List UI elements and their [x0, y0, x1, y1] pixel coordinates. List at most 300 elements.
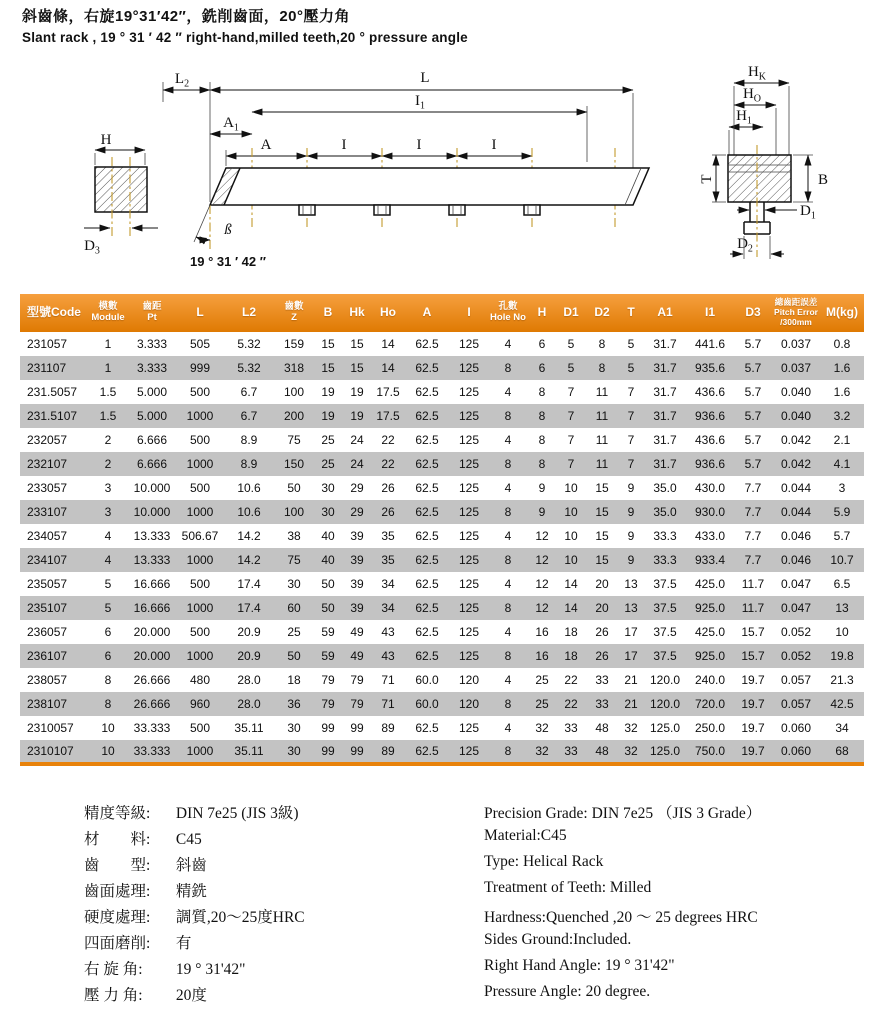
cell-h: 32 [535, 744, 549, 758]
cell-module: 8 [104, 697, 112, 711]
cell-ho: 22 [381, 457, 395, 471]
cell-d2: 11 [595, 385, 609, 399]
cell-a: 62.5 [415, 385, 439, 399]
cell-i: 125 [458, 553, 480, 567]
cell-t: 7 [627, 457, 635, 471]
table-row [20, 332, 864, 356]
cell-a1: 125.0 [649, 744, 681, 758]
cell-pitch-error: 0.060 [780, 721, 812, 735]
cell-d3: 5.7 [744, 409, 762, 423]
cell-d3: 15.7 [741, 625, 765, 639]
cell-hk: 49 [350, 625, 364, 639]
cell-z: 50 [287, 481, 301, 495]
cell-pt: 5.000 [136, 409, 168, 423]
cell-d2: 15 [595, 529, 609, 543]
cell-module: 5 [104, 577, 112, 591]
cell-m-kg: 42.5 [830, 697, 854, 711]
cell-hole-no: 4 [504, 673, 512, 687]
cell-pitch-error: 0.046 [780, 529, 812, 543]
cell-d2: 11 [595, 409, 609, 423]
col-header-i: I [450, 294, 488, 332]
cell-pt: 10.000 [133, 481, 171, 495]
cell-l2: 5.32 [237, 337, 261, 351]
table-row [20, 500, 864, 524]
col-header-i1: I1 [686, 294, 734, 332]
cell-hk: 79 [350, 697, 364, 711]
cell-d2: 26 [595, 625, 609, 639]
col-header-d2: D2 [586, 294, 618, 332]
cell-i: 120 [458, 673, 480, 687]
cell-z: 75 [287, 433, 301, 447]
cell-d2: 8 [598, 337, 606, 351]
cell-i: 125 [458, 721, 480, 735]
cell-hole-no: 8 [504, 457, 512, 471]
cell-t: 7 [627, 433, 635, 447]
cell-m-kg: 68 [835, 744, 849, 758]
spec-label: 材 料: [84, 831, 151, 848]
cell-pitch-error: 0.060 [780, 744, 812, 758]
cell-hk: 39 [350, 529, 364, 543]
cell-b: 50 [321, 601, 335, 615]
cell-h: 12 [535, 553, 549, 567]
cell-l: 500 [189, 433, 211, 447]
cell-d1: 18 [564, 649, 578, 663]
cell-z: 75 [287, 553, 301, 567]
cell-z: 50 [287, 649, 301, 663]
cell-pitch-error: 0.052 [780, 649, 812, 663]
table-row [20, 572, 864, 596]
cell-code: 232057 [27, 433, 68, 447]
cell-module: 6 [104, 625, 112, 639]
specs-zh-column [84, 801, 476, 1009]
cell-d1: 22 [564, 673, 578, 687]
cell-code: 238107 [27, 697, 68, 711]
cell-a1: 35.0 [653, 481, 677, 495]
cell-a: 62.5 [415, 481, 439, 495]
cell-d2: 15 [595, 553, 609, 567]
col-header-ho: Ho [372, 294, 404, 332]
spec-table [20, 294, 864, 766]
cell-m-kg: 10 [835, 625, 849, 639]
cell-hk: 99 [350, 744, 364, 758]
spec-line-zh [84, 879, 476, 905]
cell-m-kg: 3.2 [833, 409, 851, 423]
rack-side-view [163, 70, 649, 269]
col-header-h: H [528, 294, 556, 332]
technical-drawings [0, 52, 884, 290]
dim-label-D2: $D_2$ [737, 236, 753, 255]
cell-d2: 11 [595, 433, 609, 447]
cell-z: 30 [287, 577, 301, 591]
cell-z: 60 [287, 601, 301, 615]
cell-b: 30 [321, 481, 335, 495]
cell-pt: 20.000 [133, 649, 171, 663]
cell-i1: 425.0 [694, 625, 726, 639]
cell-b: 40 [321, 553, 335, 567]
cell-a: 62.5 [415, 649, 439, 663]
cell-pt: 20.000 [133, 625, 171, 639]
cell-module: 1 [104, 337, 112, 351]
page-title-en: Slant rack , 19 ° 31 ′ 42 ″ right-hand,milled teeth,20 ° pressure angle [22, 30, 468, 45]
cell-hole-no: 4 [504, 385, 512, 399]
cell-d3: 7.7 [744, 553, 762, 567]
dim-label-D1: $D_1$ [800, 203, 816, 222]
cell-hk: 24 [350, 457, 364, 471]
cell-i: 125 [458, 481, 480, 495]
cell-a: 62.5 [415, 433, 439, 447]
cell-l: 500 [189, 481, 211, 495]
cell-hole-no: 4 [504, 625, 512, 639]
cell-ho: 43 [381, 649, 395, 663]
cell-module: 5 [104, 601, 112, 615]
cell-h: 6 [538, 337, 546, 351]
cell-l: 500 [189, 577, 211, 591]
cell-h: 12 [535, 601, 549, 615]
cell-a: 62.5 [415, 361, 439, 375]
dim-label-B: B [818, 172, 829, 188]
cell-module: 10 [101, 744, 115, 758]
spec-label: 齒 型: [84, 857, 151, 874]
dim-label-H1: $H_1$ [736, 108, 752, 127]
dim-label-I-3: I [491, 137, 497, 153]
cell-pt: 26.666 [133, 697, 171, 711]
col-header-hk: Hk [342, 294, 372, 332]
cell-i: 125 [458, 625, 480, 639]
cell-a1: 31.7 [653, 361, 677, 375]
col-header-code: 型號Code [20, 294, 88, 332]
cell-a1: 31.7 [653, 337, 677, 351]
cell-pitch-error: 0.037 [780, 361, 812, 375]
cell-ho: 17.5 [376, 385, 400, 399]
cell-h: 8 [538, 409, 546, 423]
table-row [20, 668, 864, 692]
cell-hk: 24 [350, 433, 364, 447]
cell-t: 9 [627, 529, 635, 543]
cell-a1: 35.0 [653, 505, 677, 519]
cell-i: 125 [458, 409, 480, 423]
cell-d2: 20 [595, 601, 609, 615]
cell-l2: 6.7 [240, 385, 258, 399]
dim-label-D3: $D_3$ [84, 238, 100, 257]
cell-hole-no: 8 [504, 744, 512, 758]
cell-m-kg: 5.9 [833, 505, 851, 519]
cell-i1: 436.6 [694, 385, 726, 399]
cell-code: 231.5107 [27, 409, 78, 423]
cell-d1: 5 [567, 337, 575, 351]
cell-code: 231107 [27, 361, 67, 375]
dim-label-A1: $A_1$ [223, 115, 239, 134]
col-header-z: 齒數 Z [274, 294, 314, 332]
cell-z: 30 [287, 744, 301, 758]
cell-l2: 20.9 [237, 649, 261, 663]
cell-pt: 16.666 [133, 577, 171, 591]
cell-pt: 5.000 [136, 385, 168, 399]
cell-a1: 120.0 [649, 697, 681, 711]
cell-h: 12 [535, 577, 549, 591]
cell-pt: 6.666 [136, 433, 168, 447]
cell-d3: 19.7 [741, 721, 765, 735]
spec-label: 壓 力 角: [84, 987, 143, 1004]
cell-h: 25 [535, 697, 549, 711]
cell-a: 62.5 [415, 553, 439, 567]
col-header-d1: D1 [556, 294, 586, 332]
col-header-l2: L2 [224, 294, 274, 332]
cell-pt: 13.333 [133, 553, 171, 567]
table-row [20, 356, 864, 380]
spec-line-en: Pressure Angle: 20 degree. [484, 983, 651, 1000]
spec-line-en: Hardness:Quenched ,20 ～ 25 degrees HRC [484, 909, 758, 926]
cell-hole-no: 4 [504, 481, 512, 495]
dim-label-HO: $H_O$ [742, 86, 762, 105]
cell-a: 62.5 [415, 409, 439, 423]
cell-i1: 425.0 [694, 577, 726, 591]
cell-d1: 33 [564, 721, 578, 735]
cell-i1: 936.6 [694, 457, 726, 471]
cell-i: 125 [458, 457, 480, 471]
dim-label-beta: ß [224, 222, 232, 238]
cell-module: 2 [104, 457, 112, 471]
cell-pt: 33.333 [133, 744, 171, 758]
cell-hk: 49 [350, 649, 364, 663]
drawings-svg [0, 52, 884, 290]
cell-a1: 37.5 [653, 649, 677, 663]
cell-code: 236107 [27, 649, 68, 663]
cell-pt: 3.333 [136, 361, 168, 375]
col-header-hole-no: 孔數 Hole No [488, 294, 528, 332]
cell-d3: 5.7 [744, 385, 762, 399]
cell-b: 59 [321, 649, 335, 663]
spec-value: 20度 [172, 987, 207, 1004]
cell-l: 1000 [186, 409, 214, 423]
table-row [20, 596, 864, 620]
cell-d1: 14 [564, 601, 578, 615]
cell-l2: 10.6 [237, 505, 261, 519]
col-header-l: L [176, 294, 224, 332]
table-row [20, 452, 864, 476]
cell-a1: 37.5 [653, 601, 677, 615]
cell-ho: 26 [381, 505, 395, 519]
spec-line-zh [84, 983, 476, 1009]
cell-i1: 935.6 [694, 361, 726, 375]
cell-b: 30 [321, 505, 335, 519]
cell-ho: 14 [381, 337, 395, 351]
cell-pitch-error: 0.046 [780, 553, 812, 567]
cell-d3: 7.7 [744, 529, 762, 543]
cell-module: 6 [104, 649, 112, 663]
cell-i1: 933.4 [694, 553, 726, 567]
cell-t: 9 [627, 481, 635, 495]
cell-t: 5 [627, 361, 635, 375]
cell-a1: 33.3 [653, 553, 677, 567]
cell-h: 12 [535, 529, 549, 543]
cell-d3: 5.7 [744, 433, 762, 447]
cell-m-kg: 6.5 [833, 577, 851, 591]
cell-m-kg: 0.8 [833, 337, 851, 351]
cell-pt: 13.333 [133, 529, 171, 543]
cell-a1: 120.0 [649, 673, 681, 687]
spec-line-zh [84, 905, 476, 931]
cell-b: 19 [321, 385, 335, 399]
cell-t: 13 [624, 601, 638, 615]
cell-d2: 33 [595, 673, 609, 687]
cell-hk: 39 [350, 577, 364, 591]
cell-l: 505 [189, 337, 211, 351]
cell-code: 235057 [27, 577, 68, 591]
cell-i1: 433.0 [694, 529, 726, 543]
cell-hole-no: 8 [504, 649, 512, 663]
cell-m-kg: 10.7 [830, 553, 854, 567]
spec-value: 斜齒 [172, 857, 207, 874]
cell-module: 3 [104, 481, 112, 495]
cell-z: 30 [287, 721, 301, 735]
cell-m-kg: 19.8 [830, 649, 854, 663]
cell-l2: 8.9 [240, 433, 258, 447]
end-section-left-view [84, 132, 158, 257]
cell-l: 1000 [186, 553, 214, 567]
cell-l: 1000 [186, 744, 214, 758]
cell-d3: 15.7 [741, 649, 765, 663]
cell-module: 4 [104, 529, 112, 543]
cell-a: 62.5 [415, 744, 439, 758]
col-header-pt: 齒距 Pt [128, 294, 176, 332]
spec-value: 有 [172, 935, 192, 952]
cell-h: 16 [535, 625, 549, 639]
cell-l: 1000 [186, 505, 214, 519]
cell-d3: 11.7 [741, 577, 765, 591]
cell-l: 480 [189, 673, 211, 687]
spec-line-en: Material:C45 [484, 827, 567, 844]
cell-a1: 31.7 [653, 457, 677, 471]
table-row [20, 620, 864, 644]
table-row [20, 644, 864, 668]
cell-l: 500 [189, 721, 211, 735]
cell-t: 17 [624, 649, 638, 663]
cell-d1: 18 [564, 625, 578, 639]
col-header-module: 模數 Module [88, 294, 128, 332]
cell-b: 79 [321, 673, 335, 687]
cell-hole-no: 4 [504, 529, 512, 543]
cell-code: 231057 [27, 337, 68, 351]
cell-d2: 15 [595, 505, 609, 519]
cell-h: 8 [538, 433, 546, 447]
cell-l2: 17.4 [237, 577, 261, 591]
cell-t: 21 [624, 673, 638, 687]
cell-code: 232107 [27, 457, 68, 471]
page-header [22, 5, 468, 45]
spec-label: 精度等級: [84, 805, 151, 822]
end-section-right-view [699, 64, 828, 259]
cell-a: 62.5 [415, 529, 439, 543]
dim-label-T: T [699, 174, 715, 184]
cell-ho: 17.5 [376, 409, 400, 423]
table-row [20, 404, 864, 428]
cell-t: 17 [624, 625, 638, 639]
col-header-t: T [618, 294, 644, 332]
cell-d1: 22 [564, 697, 578, 711]
cell-ho: 71 [381, 697, 395, 711]
cell-d3: 5.7 [744, 337, 762, 351]
table-row [20, 740, 864, 764]
cell-hole-no: 4 [504, 433, 512, 447]
table-row [20, 380, 864, 404]
cell-l: 500 [189, 385, 211, 399]
cell-d2: 15 [595, 481, 609, 495]
cell-b: 19 [321, 409, 335, 423]
cell-hk: 29 [350, 505, 364, 519]
cell-module: 4 [104, 553, 112, 567]
cell-h: 8 [538, 385, 546, 399]
cell-d3: 19.7 [741, 744, 765, 758]
cell-l2: 35.11 [234, 744, 264, 758]
cell-a1: 37.5 [653, 625, 677, 639]
cell-hk: 39 [350, 601, 364, 615]
cell-m-kg: 3 [838, 481, 846, 495]
cell-a: 62.5 [415, 337, 439, 351]
cell-d3: 19.7 [741, 673, 765, 687]
dim-label-I-2: I [416, 137, 422, 153]
cell-b: 59 [321, 625, 335, 639]
spec-label: 右 旋 角: [84, 961, 143, 978]
cell-hole-no: 8 [504, 361, 512, 375]
cell-d2: 48 [595, 744, 609, 758]
cell-m-kg: 1.6 [833, 361, 851, 375]
table-row [20, 428, 864, 452]
spec-value: 調質,20～25度HRC [172, 909, 305, 926]
cell-t: 7 [627, 385, 635, 399]
cell-b: 99 [321, 721, 335, 735]
cell-i: 125 [458, 577, 480, 591]
cell-h: 16 [535, 649, 549, 663]
cell-ho: 89 [381, 744, 395, 758]
cell-d3: 11.7 [741, 601, 765, 615]
cell-module: 2 [104, 433, 112, 447]
col-header-a: A [404, 294, 450, 332]
spec-line-zh [84, 801, 476, 827]
cell-ho: 14 [381, 361, 395, 375]
cell-pitch-error: 0.057 [780, 673, 812, 687]
cell-h: 32 [535, 721, 549, 735]
cell-l: 999 [189, 361, 211, 375]
cell-i1: 250.0 [694, 721, 726, 735]
cell-z: 38 [287, 529, 301, 543]
cell-d2: 48 [595, 721, 609, 735]
cell-a1: 125.0 [649, 721, 681, 735]
cell-hk: 19 [350, 385, 364, 399]
cell-h: 9 [538, 505, 546, 519]
cell-i: 125 [458, 505, 480, 519]
cell-pitch-error: 0.040 [780, 409, 812, 423]
cell-l2: 28.0 [237, 697, 261, 711]
cell-z: 25 [287, 625, 301, 639]
cell-a: 60.0 [415, 673, 439, 687]
spec-line-zh [84, 931, 476, 957]
cell-b: 15 [321, 337, 335, 351]
spec-table-header-row [20, 294, 864, 332]
cell-d1: 10 [564, 529, 578, 543]
spec-value: DIN 7e25 (JIS 3級) [172, 805, 299, 822]
cell-a1: 31.7 [653, 409, 677, 423]
cell-d1: 7 [567, 433, 575, 447]
cell-i1: 925.0 [694, 649, 726, 663]
cell-pitch-error: 0.037 [780, 337, 812, 351]
cell-b: 15 [321, 361, 335, 375]
specs-en-column [484, 801, 880, 1009]
cell-m-kg: 4.1 [833, 457, 851, 471]
cell-t: 9 [627, 505, 635, 519]
cell-hk: 39 [350, 553, 364, 567]
cell-hk: 15 [350, 361, 364, 375]
cell-ho: 43 [381, 625, 395, 639]
